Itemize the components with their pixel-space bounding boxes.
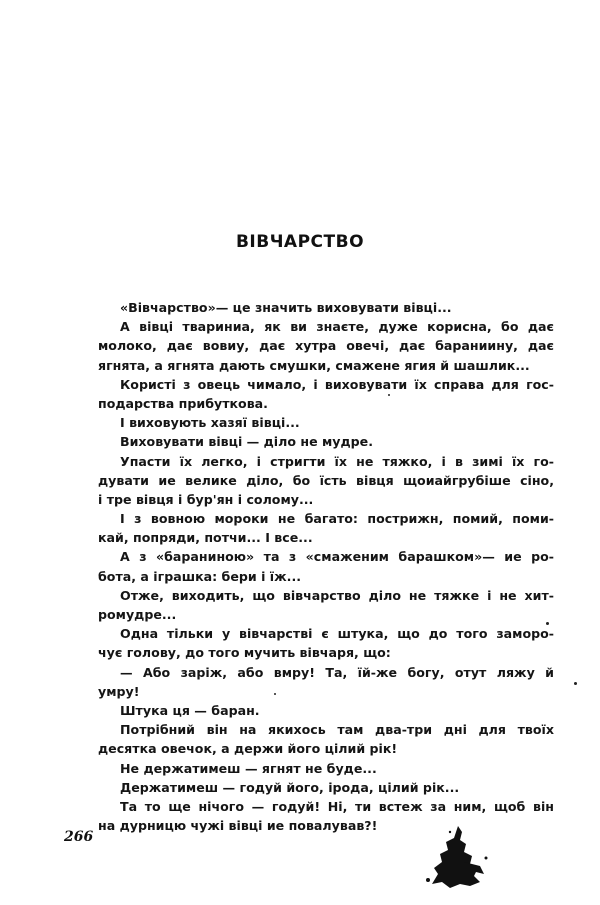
body-text — [98, 298, 554, 835]
text-line: Одна тільки у вівчарстві є штука, що до того заморо- — [120, 626, 554, 642]
text-line: Та то ще нічого — годуй! Ні, ти встеж за ним, щоб він — [120, 798, 554, 814]
text-line: І з вовною мороки не багато: пострижн, помий, поми- — [120, 511, 554, 527]
text-line: Отже, виходить, що вівчарство діло не тяжке і не хит- — [120, 587, 554, 603]
scan-speck — [574, 682, 577, 685]
text-line: на дурницю чужі вівці ие повалував?! — [98, 818, 378, 834]
text-line: бота, а іграшка: бери і їж... — [98, 568, 302, 584]
text-line: Виховувати вівці — діло не мудре. — [120, 434, 374, 450]
scan-speck — [388, 394, 390, 396]
text-line: Потрібний він на якихось там два-три дні для твоїх — [120, 722, 554, 738]
text-line: десятка овечок, а держи його цілий рік! — [98, 741, 398, 757]
text-line: молоко, дає вовиу, дає хутра овечі, дає бараниину, дає — [98, 338, 554, 354]
text-line: — Або заріж, або вмру! Та, їй-же богу, отут ляжу й — [120, 664, 554, 680]
text-line: подарства прибуткова. — [98, 395, 268, 411]
text-line: дувати ие велике діло, бо їсть вівця щоиайгрубіше сіно, — [98, 472, 554, 488]
text-line: Штука ця — баран. — [120, 702, 260, 718]
scan-speck — [546, 622, 549, 625]
text-line: ягнята, а ягнята дають смушки, смажене ягия й шашлик... — [98, 357, 530, 373]
text-line: Користі з овець чимало, і виховувати їх справа для гос- — [120, 376, 554, 392]
text-line: «Вівчарство»— це значить виховувати вівці... — [120, 300, 452, 315]
ink-blot-icon — [420, 822, 500, 892]
text-line: кай, попряди, потчи... І все... — [98, 530, 313, 546]
chapter-title: ВІВЧАРСТВО — [235, 232, 365, 252]
text-line: І виховують хазяї вівці... — [120, 415, 300, 431]
scan-speck — [274, 693, 276, 695]
text-line: ромудре... — [98, 607, 177, 622]
text-line: А з «бараниною» та з «смаженим барашком»— ие ро- — [120, 549, 554, 565]
text-line: Держатимеш — годуй його, ірода, цілий рік... — [120, 779, 460, 795]
text-line: умру! — [98, 683, 140, 699]
page-number: 266 — [64, 829, 94, 845]
text-line: і тре вівця і бур'ян і солому... — [98, 491, 314, 507]
text-line: Не держатимеш — ягнят не буде... — [120, 760, 377, 776]
text-line: Упасти їх легко, і стригти їх не тяжко, і в зимі їх го- — [120, 453, 554, 469]
text-line: чує голову, до того мучить вівчаря, що: — [98, 645, 391, 661]
text-line: А вівці твариниа, як ви знаєте, дуже корисна, бо дає — [120, 319, 554, 335]
